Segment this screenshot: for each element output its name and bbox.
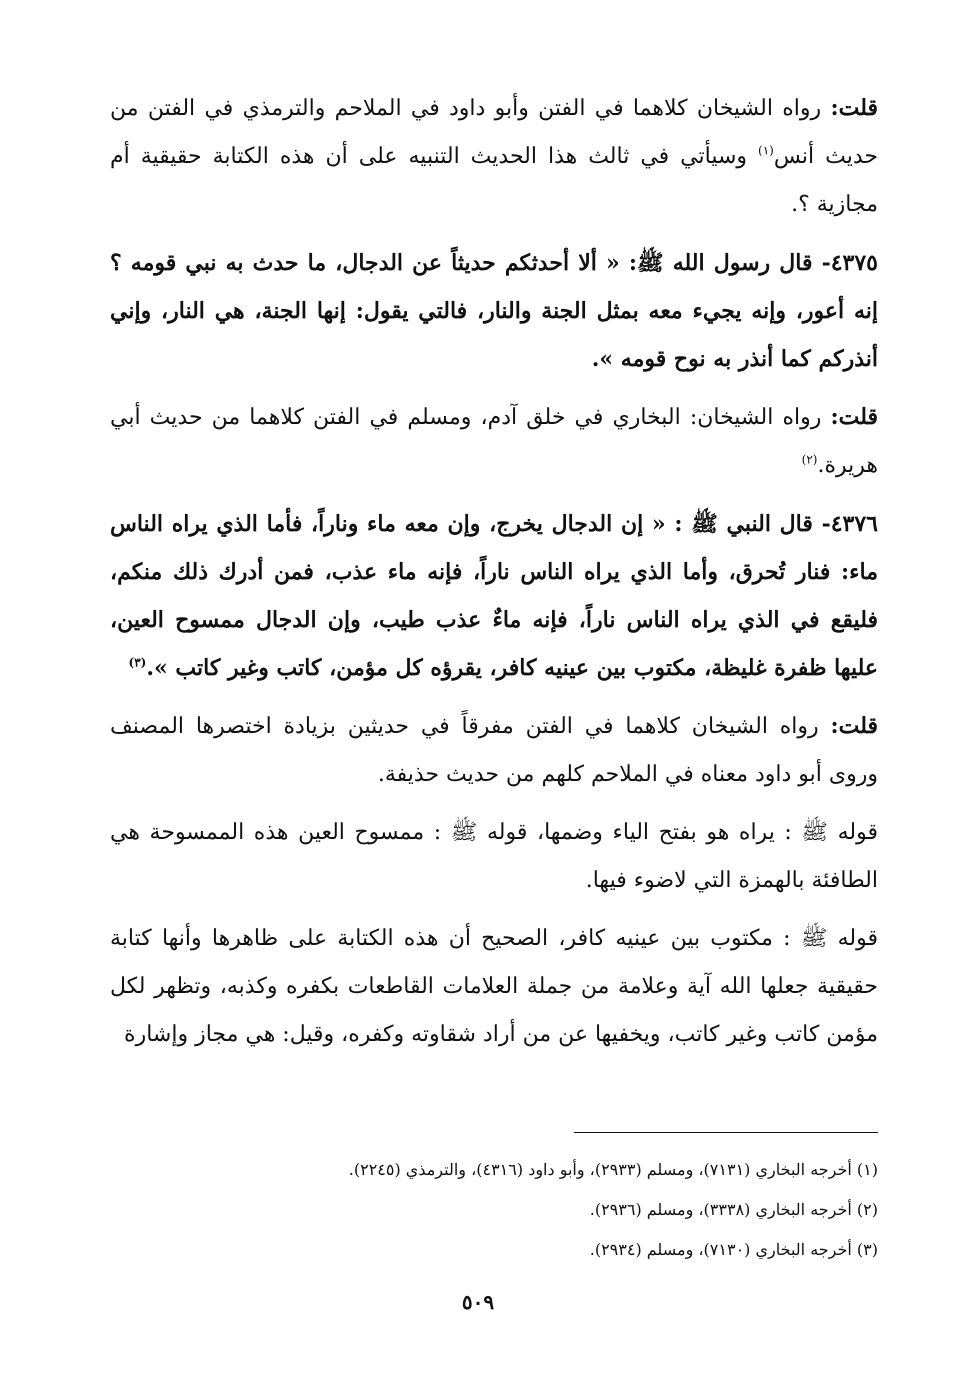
footnote-ref[interactable]: (٢) <box>801 452 818 467</box>
paragraph-text: قوله ﷺ : مكتوب بين عينيه كافر، الصحيح أن هذه الكتابة على ظاهرها وأنها كتابة حقيقية جعلها الله آية وعلامة من جملة العلامات القاطعات بكفره وكذبه، وتظهر لكل مؤمن كاتب وغير كاتب، ويخفيها عن من أراد شقاوته وكفره، وقيل: هي مجاز وإشارة <box>110 926 878 1047</box>
hadith-number-lead: ٤٣٧٥- قال رسول الله ﷺ: <box>628 250 878 276</box>
paragraph-commentary-2 <box>110 393 878 490</box>
footnote-2: (٢) أخرجه البخاري (٣٣٣٨)، ومسلم (٢٩٣٦). <box>589 1200 878 1219</box>
paragraph-text: قوله ﷺ : يراه هو بفتح الياء وضمها، قوله ﷺ : ممسوح العين هذه الممسوحة هي الطافئة بالهمزة التي لاضوء فيها. <box>110 820 878 893</box>
paragraph-commentary-1 <box>110 84 878 229</box>
footnote-ref[interactable]: (٣) <box>128 655 147 670</box>
footnote-divider <box>574 1132 878 1133</box>
paragraph-tail: وسيأتي في ثالث هذا الحديث التنبيه على أن هذه الكتابة حقيقية أم مجازية ؟. <box>110 144 878 217</box>
paragraph-text: رواه الشيخان كلاهما في الفتن وأبو داود في الملاحم والترمذي في الفتن من حديث أنس <box>110 96 878 169</box>
footnotes-section <box>110 1150 878 1270</box>
paragraph-text: رواه الشيخان كلاهما في الفتن مفرقاً في حديثين بزيادة اختصرها المصنف وروى أبو داود معناه في الملاحم كلهم من حديث حذيفة. <box>110 714 878 787</box>
paragraph-commentary-3 <box>110 702 878 799</box>
paragraph-lead: قلت: <box>830 404 878 430</box>
paragraph-explanation-1 <box>110 809 878 905</box>
footnote-3: (٣) أخرجه البخاري (٧١٣٠)، ومسلم (٢٩٣٤). <box>589 1240 878 1259</box>
paragraph-lead: قلت: <box>830 713 878 739</box>
paragraph-explanation-2 <box>110 915 878 1059</box>
paragraph-lead: قلت: <box>830 95 878 121</box>
hadith-number-lead: ٤٣٧٦- قال النبي ﷺ : <box>674 511 878 537</box>
hadith-4375 <box>110 239 878 383</box>
paragraph-text: رواه الشيخان: البخاري في خلق آدم، ومسلم في الفتن كلاهما من حديث أبي هريرة. <box>110 405 878 478</box>
page-number: ٥٠٩ <box>461 1290 495 1314</box>
hadith-4376 <box>110 500 878 692</box>
footnote-1: (١) أخرجه البخاري (٧١٣١)، ومسلم (٢٩٣٣)، وأبو داود (٤٣١٦)، والترمذي (٢٢٤٥). <box>348 1160 878 1179</box>
hadith-text: « إن الدجال يخرج، وإن معه ماء وناراً، فأما الذي يراه الناس ماء: فنار تُحرق، وأما الذي يراه الناس ناراً، فإنه ماء عذب، فمن أدرك ذلك منكم، فليقع في الذي يراه الناس ناراً، فإنه ماءٌ عذب طيب، وإن الدجال ممسوح العين، عليها ظفرة غليظة، مكتوب بين عينيه كافر، يقرؤه كل مؤمن، كاتب وغير كاتب ». <box>110 511 878 681</box>
page-body <box>110 84 878 1069</box>
footnote-ref[interactable]: (١) <box>758 143 774 158</box>
hadith-text: « ألا أحدثكم حديثاً عن الدجال، ما حدث به نبي قومه ؟ إنه أعور، وإنه يجيء معه بمثل الجنة والنار، فالتي يقول: إنها الجنة، هي النار، وإني أنذركم كما أنذر به نوح قومه ». <box>110 250 878 372</box>
